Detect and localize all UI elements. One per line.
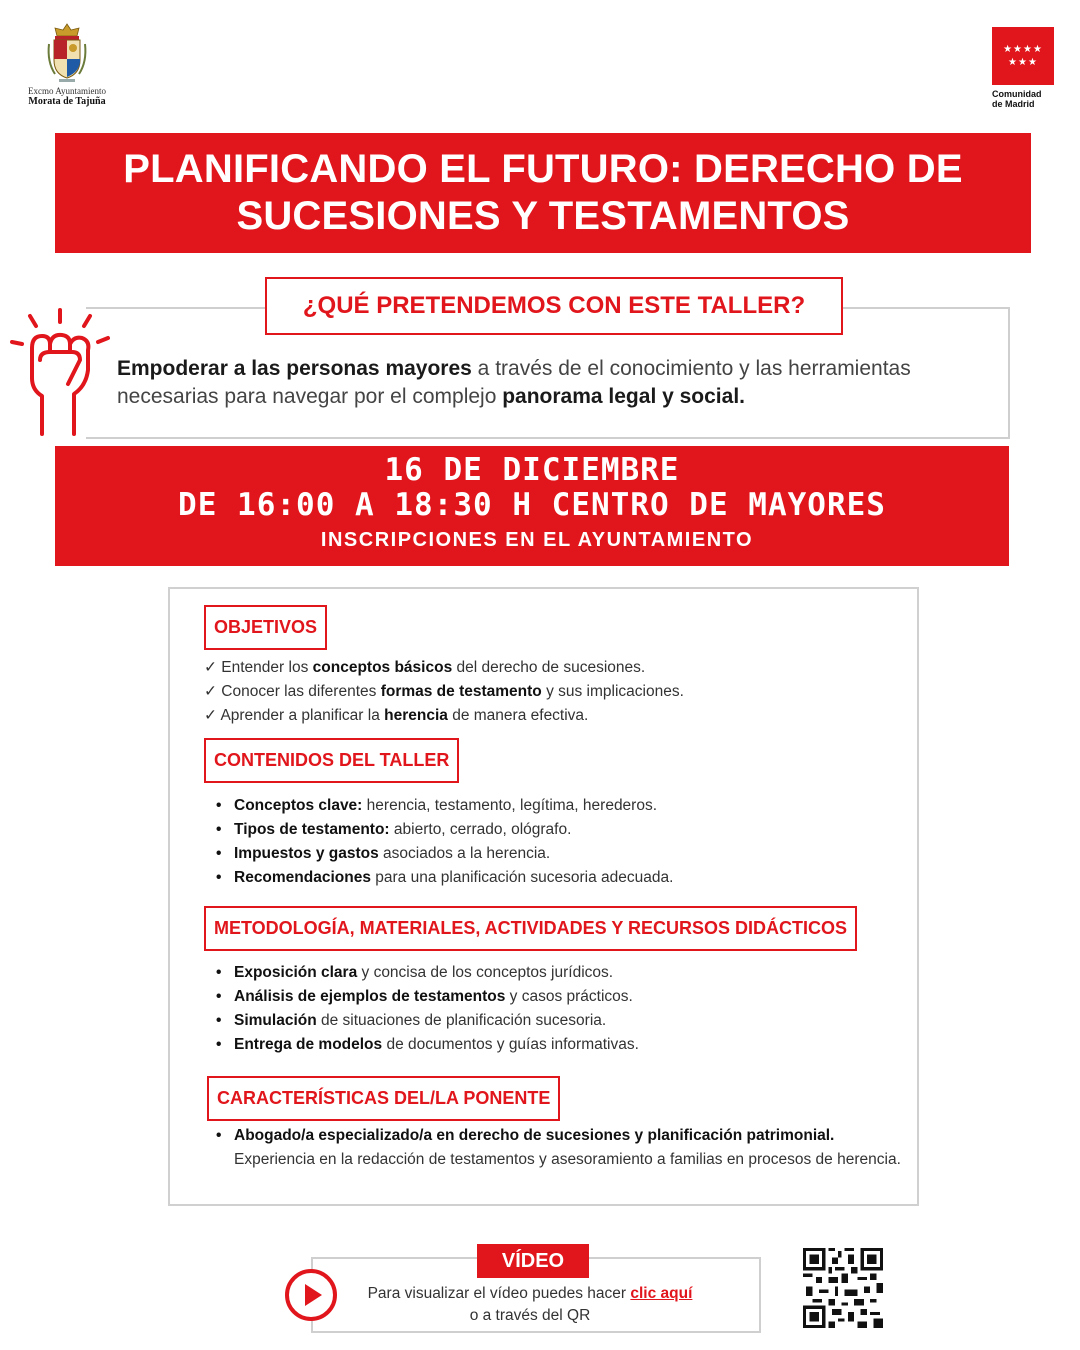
- aim-bold-2: panorama legal y social.: [502, 385, 745, 408]
- ayuntamiento-logo: [22, 22, 112, 107]
- comunidad-name-line1: Comunidad: [992, 89, 1042, 99]
- list-item: • Recomendaciones para una planificación sucesoria adecuada.: [214, 866, 904, 890]
- contenidos-heading: [204, 738, 459, 783]
- ponente-list: [214, 1124, 904, 1172]
- video-instructions: [340, 1283, 720, 1327]
- list-item: • Impuestos y gastos asociados a la herencia.: [214, 842, 904, 866]
- raised-fist-icon: [10, 308, 110, 440]
- event-time-place: DE 16:00 A 18:30 H CENTRO DE MAYORES: [178, 487, 886, 523]
- aim-text-1: a través de el conocimiento y las herramientas necesarias para navegar por el complejo: [117, 357, 911, 408]
- list-item: • Conceptos clave: herencia, testamento, legítima, herederos.: [214, 794, 904, 818]
- aim-description: [117, 355, 997, 411]
- objetivos-list: [204, 656, 684, 728]
- video-label: [477, 1244, 589, 1278]
- video-text-post: o a través del QR: [469, 1307, 591, 1324]
- ponente-heading: [207, 1076, 560, 1121]
- contenidos-heading-text: CONTENIDOS DEL TALLER: [214, 750, 450, 770]
- video-label-text: VÍDEO: [501, 1249, 565, 1272]
- objetivo-item: ✓ Entender los conceptos básicos del derecho de sucesiones.: [204, 659, 646, 676]
- aim-heading: [265, 277, 843, 335]
- objetivo-item: ✓ Aprender a planificar la herencia de manera efectiva.: [204, 707, 589, 724]
- ayuntamiento-name-line2: Morata de Tajuña: [28, 96, 106, 107]
- aim-bold-1: Empoderar a las personas mayores: [117, 357, 472, 380]
- event-registration: INSCRIPCIONES EN EL AYUNTAMIENTO: [320, 529, 754, 551]
- list-item: • Tipos de testamento: abierto, cerrado, ológrafo.: [214, 818, 904, 842]
- list-item: • Exposición clara y concisa de los conceptos jurídicos.: [214, 961, 904, 985]
- list-item: • Abogado/a especializado/a en derecho de sucesiones y planificación patrimonial. Experiencia en la redacción de testamentos y asesoramiento a familias en procesos de herencia.: [214, 1124, 904, 1172]
- list-item: • Simulación de situaciones de planificación sucesoria.: [214, 1009, 904, 1033]
- comunidad-flag: [992, 27, 1054, 85]
- aim-heading-text: ¿QUÉ PRETENDEMOS CON ESTE TALLER?: [302, 292, 806, 319]
- metodologia-list: [214, 961, 904, 1057]
- page-title: PLANIFICANDO EL FUTURO: DERECHO DE SUCESIONES Y TESTAMENTOS: [123, 147, 963, 238]
- event-banner: [55, 446, 1009, 566]
- comunidad-madrid-logo: [992, 27, 1054, 109]
- ayuntamiento-name-line1: Excmo Ayuntamiento: [28, 86, 106, 96]
- metodologia-heading-text: METODOLOGÍA, MATERIALES, ACTIVIDADES Y RECURSOS DIDÁCTICOS: [214, 918, 848, 938]
- video-text-pre: Para visualizar el vídeo puedes hacer: [367, 1285, 631, 1302]
- ponente-heading-text: CARACTERÍSTICAS DEL/LA PONENTE: [217, 1088, 551, 1108]
- contenidos-list: [214, 794, 904, 890]
- title-banner: [55, 133, 1031, 253]
- event-date: 16 DE DICIEMBRE: [384, 452, 680, 488]
- metodologia-heading: [204, 906, 857, 951]
- objetivos-heading-text: OBJETIVOS: [214, 617, 318, 637]
- objetivo-item: ✓ Conocer las diferentes formas de testamento y sus implicaciones.: [204, 683, 684, 700]
- video-link[interactable]: clic aquí: [630, 1285, 693, 1302]
- comunidad-name: [992, 89, 1054, 109]
- coat-of-arms-icon: [45, 22, 89, 84]
- list-item: • Análisis de ejemplos de testamentos y casos prácticos.: [214, 985, 904, 1009]
- play-icon[interactable]: [284, 1268, 338, 1322]
- comunidad-name-line2: de Madrid: [992, 99, 1035, 109]
- qr-code-icon[interactable]: [803, 1248, 883, 1328]
- objetivos-heading: [204, 605, 327, 650]
- stars-icon: ★★★★: [1003, 43, 1043, 55]
- list-item: • Entrega de modelos de documentos y guías informativas.: [214, 1033, 904, 1057]
- stars-icon: ★★★: [1008, 56, 1038, 68]
